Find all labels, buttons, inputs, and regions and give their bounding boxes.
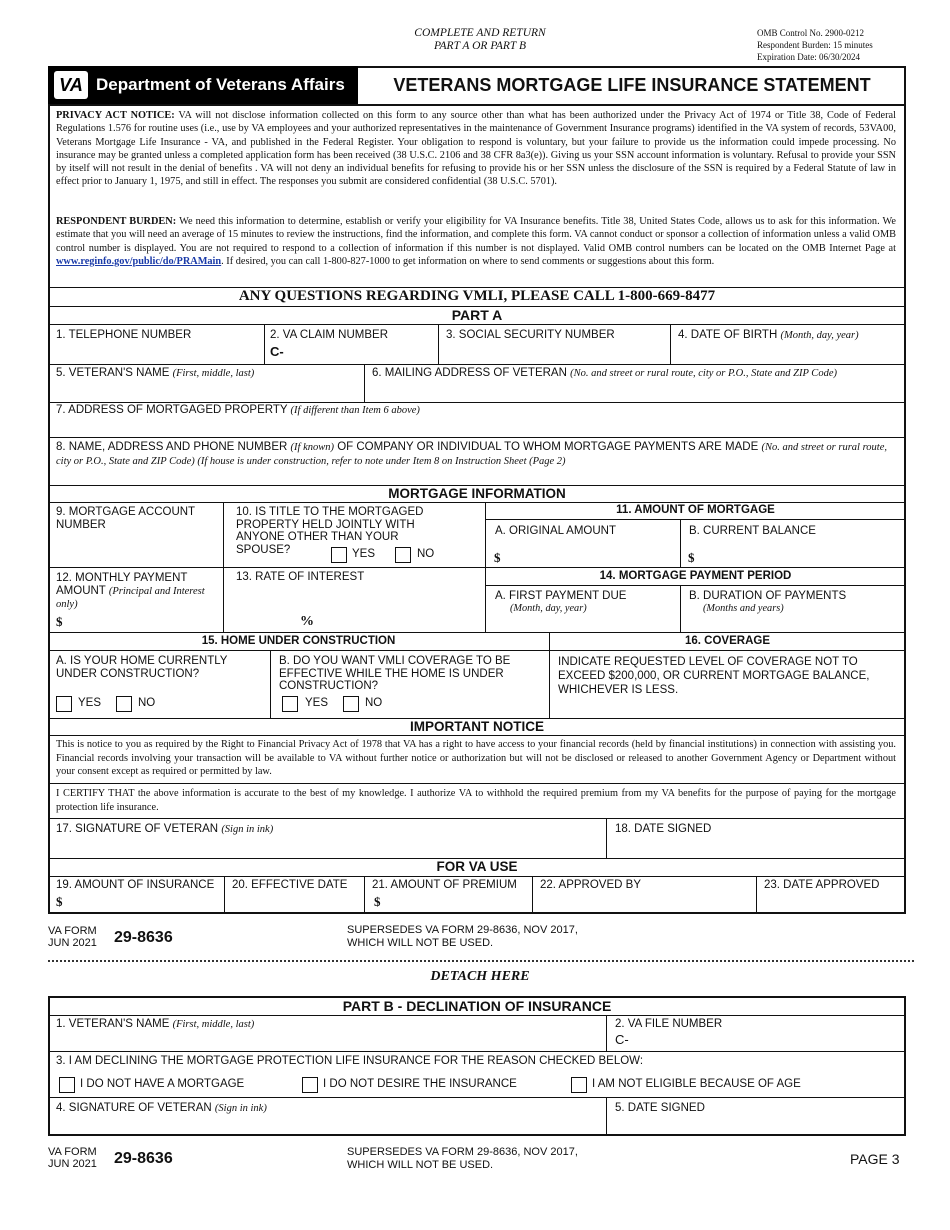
form-label-b: VA FORM	[48, 1146, 97, 1158]
joint-title-no-checkbox[interactable]	[395, 547, 411, 563]
va-seal-icon: VA	[54, 71, 88, 99]
omb-control-number: OMB Control No. 2900-0212	[757, 28, 865, 38]
return-instructions	[330, 27, 630, 53]
current-balance-field[interactable]	[701, 544, 901, 566]
form-number-b: 29-8636	[114, 1150, 173, 1167]
return-instruction-line2: PART A OR PART B	[433, 40, 527, 52]
part-b-date-signed-field[interactable]	[615, 1115, 901, 1133]
amount-of-premium-label: 21. AMOUNT OF PREMIUM	[372, 879, 517, 891]
respondent-burden-time: Respondent Burden: 15 minutes	[757, 40, 873, 50]
mortgage-payee-field[interactable]	[56, 468, 901, 484]
construction-b-yes-checkbox[interactable]	[282, 696, 298, 712]
effective-date-label: 20. EFFECTIVE DATE	[232, 879, 348, 891]
form-number: 29-8636	[114, 929, 173, 946]
veteran-signature-field[interactable]	[56, 836, 601, 856]
date-approved-label: 23. DATE APPROVED	[764, 879, 880, 891]
not-eligible-age-label: I AM NOT ELIGIBLE BECAUSE OF AGE	[592, 1078, 801, 1090]
monthly-payment-field[interactable]	[70, 608, 218, 630]
mortgage-payee-label: 8. NAME, ADDRESS AND PHONE NUMBER (If known) OF COMPANY OR INDIVIDUAL TO WHOM MORTGAGE PAYMENTS ARE MADE (No. and street or rural route, city or P.O., State and ZIP Code) (If house is under construction, refer to note under Item 8 on Instruction Sheet (Page 2)	[56, 441, 887, 467]
mailing-address-field[interactable]	[372, 380, 902, 400]
omb-info	[757, 27, 873, 63]
form-date-b: JUN 2021	[48, 1158, 97, 1170]
date-of-birth-label: 4. DATE OF BIRTH (Month, day, year)	[678, 329, 859, 341]
original-amount-field[interactable]	[507, 544, 677, 566]
expiration-date: Expiration Date: 06/30/2024	[757, 52, 860, 62]
mailing-address-label: 6. MAILING ADDRESS OF VETERAN (No. and street or rural route, city or P.O., State and ZIP Code)	[372, 367, 837, 379]
form-id-block-b	[48, 1146, 97, 1170]
original-amount-label: A. ORIGINAL AMOUNT	[495, 525, 616, 537]
veteran-name-label: 5. VETERAN'S NAME (First, middle, last)	[56, 367, 255, 379]
monthly-payment-dollar: $	[56, 614, 63, 629]
joint-title-label: 10. IS TITLE TO THE MORTGAGED PROPERTY HELD JOINTLY WITH ANYONE OTHER THAN YOUR SPOUSE?	[236, 506, 424, 556]
form-title: VETERANS MORTGAGE LIFE INSURANCE STATEMENT	[393, 74, 871, 95]
burden-lead: RESPONDENT BURDEN:	[56, 216, 177, 227]
certification-text: I CERTIFY THAT the above information is accurate to the best of my knowledge. I authorize VA to withhold the required premium from my VA benefits for the purpose of paying for the mortgage protection life insurance.	[56, 788, 896, 813]
va-file-prefix: C-	[615, 1032, 629, 1047]
home-under-construction-heading: 15. HOME UNDER CONSTRUCTION	[201, 635, 396, 647]
va-claim-number-field[interactable]	[290, 341, 435, 363]
duration-label: B. DURATION OF PAYMENTS	[689, 590, 847, 602]
coverage-text: INDICATE REQUESTED LEVEL OF COVERAGE NOT TO EXCEED $200,000, OR CURRENT MORTGAGE BALANCE, WHICHEVER IS LESS.	[558, 656, 870, 696]
current-balance-dollar: $	[688, 550, 695, 565]
joint-title-yes-label: YES	[352, 548, 376, 560]
burden-text: We need this information to determine, establish or verify your eligibility for VA Insurance benefits. Title 38, United States Code, allows us to ask for this information. We estimate that you will need an average of 15 minutes to review the instructions, find the information, and complete this form. VA cannot conduct or sponsor a collection of information unless a valid OMB control number is displayed. You are not required to respond to a collection of information if this number is not displayed. Valid OMB control numbers can be located on the OMB Internet Page at	[56, 216, 896, 254]
part-a-heading: PART A	[451, 307, 503, 323]
form-label: VA FORM	[48, 925, 97, 937]
supersedes-note-b: SUPERSEDES VA FORM 29-8636, NOV 2017, WHICH WILL NOT BE USED.	[347, 1146, 578, 1171]
important-notice-heading: IMPORTANT NOTICE	[410, 719, 544, 734]
joint-title-yes-checkbox[interactable]	[331, 547, 347, 563]
construction-a-yes-checkbox[interactable]	[56, 696, 72, 712]
va-file-number-field[interactable]	[635, 1031, 901, 1049]
va-claim-prefix: C-	[270, 344, 284, 359]
mortgage-account-field[interactable]	[56, 535, 218, 563]
original-amount-dollar: $	[494, 550, 501, 565]
ssn-field[interactable]	[446, 341, 666, 363]
mortgage-information-heading: MORTGAGE INFORMATION	[388, 486, 566, 501]
privacy-text: VA will not disclose information collected on this form to any source other than what has been authorized under the Privacy Act of 1974 or Title 38, Code of Federal Regulations 1.576 for routine uses (i.e., use by VA employees and your authorized representatives in the maintenance of Government Insurance programs) identified in the VA system of records, 53VA00, Veterans Mortgage Life Insurance - VA, and published in the Federal Register. Your obligation to respond is voluntary, but your failure to provide us the information could impede processing. No insurance may be granted unless a completed application form has been received (38 U.S.C. 2106 and 38 CFR 8a3(e)). Giving us your SSN account information is voluntary. Refusal to provide your SSN by itself will not result in the denial of benefits . VA will not deny an individual benefits for refusing to provide his or her SSN unless the disclosure of the SSN is required by a Federal Statute of law in effect prior to January 1, 1975, and still in effect. The responses you submit are considered confidential (38 U.S.C. 5701).	[56, 110, 896, 188]
privacy-act-notice	[56, 109, 896, 189]
amount-of-insurance-dollar: $	[56, 894, 63, 909]
ssn-label: 3. SOCIAL SECURITY NUMBER	[446, 329, 615, 341]
construction-b-no-label: NO	[365, 697, 383, 709]
rate-of-interest-field[interactable]	[236, 590, 296, 626]
part-b-signature-label: 4. SIGNATURE OF VETERAN (Sign in ink)	[56, 1102, 267, 1114]
duration-field[interactable]	[689, 616, 901, 630]
first-payment-due-label: A. FIRST PAYMENT DUE	[495, 590, 627, 602]
page-number: PAGE 3	[850, 1151, 900, 1167]
va-file-number-label: 2. VA FILE NUMBER	[615, 1018, 723, 1030]
questions-banner: ANY QUESTIONS REGARDING VMLI, PLEASE CALL 1-800-669-8477	[238, 288, 716, 304]
mortgaged-property-field[interactable]	[56, 417, 901, 435]
respondent-burden-notice	[56, 215, 896, 268]
first-payment-due-field[interactable]	[495, 616, 677, 630]
construction-b-no-checkbox[interactable]	[343, 696, 359, 712]
omb-link[interactable]: www.reginfo.gov/public/do/PRAMain	[56, 255, 222, 267]
part-b-veteran-name-field[interactable]	[56, 1031, 601, 1049]
part-b-signature-field[interactable]	[56, 1115, 601, 1133]
no-mortgage-label: I DO NOT HAVE A MORTGAGE	[80, 1078, 245, 1090]
construction-a-label: A. IS YOUR HOME CURRENTLY UNDER CONSTRUCTION?	[56, 655, 228, 680]
part-b-heading: PART B - DECLINATION OF INSURANCE	[342, 998, 612, 1014]
not-desire-label: I DO NOT DESIRE THE INSURANCE	[323, 1078, 517, 1090]
coverage-field[interactable]	[558, 696, 901, 716]
burden-text-after: . If desired, you can call 1-800-827-1000 to get information on where to send comments or suggestions about this form.	[221, 255, 715, 267]
not-desire-checkbox[interactable]	[302, 1077, 318, 1093]
duration-hint: (Months and years)	[703, 603, 784, 614]
construction-b-label: B. DO YOU WANT VMLI COVERAGE TO BE EFFECTIVE WHILE THE HOME IS UNDER CONSTRUCTION?	[279, 655, 511, 692]
important-notice-text: This is notice to you as required by the Right to Financial Privacy Act of 1978 that VA has a right to have access to your financial records (held by financial institutions) in connection with assisting you. Financial records involving your transaction will be available to VA without further notice or authorization but will not be disclosed or released to another Government Agency or Department without your consent except as required or permitted by law.	[56, 739, 896, 778]
date-signed-field[interactable]	[615, 836, 901, 856]
va-claim-number-label: 2. VA CLAIM NUMBER	[270, 329, 389, 341]
divider	[48, 324, 906, 325]
supersedes-note: SUPERSEDES VA FORM 29-8636, NOV 2017, WHICH WILL NOT BE USED.	[347, 924, 578, 949]
form-id-block	[48, 925, 97, 949]
amount-of-insurance-label: 19. AMOUNT OF INSURANCE	[56, 879, 215, 891]
construction-a-no-label: NO	[138, 697, 156, 709]
for-va-use-heading: FOR VA USE	[436, 859, 518, 874]
mortgage-account-label: 9. MORTGAGE ACCOUNT NUMBER	[56, 506, 195, 531]
no-mortgage-checkbox[interactable]	[59, 1077, 75, 1093]
part-b-veteran-name-label: 1. VETERAN'S NAME (First, middle, last)	[56, 1018, 255, 1030]
construction-b-yes-label: YES	[305, 697, 329, 709]
date-signed-label: 18. DATE SIGNED	[615, 823, 712, 835]
veteran-signature-label: 17. SIGNATURE OF VETERAN (Sign in ink)	[56, 823, 274, 835]
part-b-date-signed-label: 5. DATE SIGNED	[615, 1102, 705, 1114]
amount-of-mortgage-heading: 11. AMOUNT OF MORTGAGE	[616, 504, 775, 516]
form-date: JUN 2021	[48, 937, 97, 949]
declining-reason-label: 3. I AM DECLINING THE MORTGAGE PROTECTION LIFE INSURANCE FOR THE REASON CHECKED BELOW:	[56, 1055, 644, 1067]
va-logo	[48, 66, 358, 104]
return-instruction-line1: COMPLETE AND RETURN	[414, 27, 546, 39]
telephone-number-field[interactable]	[56, 341, 261, 363]
construction-a-no-checkbox[interactable]	[116, 696, 132, 712]
telephone-number-label: 1. TELEPHONE NUMBER	[56, 329, 192, 341]
construction-a-yes-label: YES	[78, 697, 102, 709]
monthly-payment-label: 12. MONTHLY PAYMENT AMOUNT (Principal and Interest only)	[56, 572, 205, 610]
rate-of-interest-label: 13. RATE OF INTEREST	[236, 571, 365, 583]
veteran-name-field[interactable]	[56, 380, 361, 400]
joint-title-no-label: NO	[417, 548, 435, 560]
detach-line	[48, 960, 914, 962]
not-eligible-age-checkbox[interactable]	[571, 1077, 587, 1093]
date-of-birth-field[interactable]	[678, 341, 900, 363]
divider	[48, 104, 906, 106]
mortgaged-property-label: 7. ADDRESS OF MORTGAGED PROPERTY (If different than Item 6 above)	[56, 404, 420, 416]
approved-by-label: 22. APPROVED BY	[540, 879, 641, 891]
privacy-lead: PRIVACY ACT NOTICE:	[56, 110, 175, 121]
payment-period-heading: 14. MORTGAGE PAYMENT PERIOD	[599, 570, 792, 582]
first-payment-due-hint: (Month, day, year)	[510, 603, 587, 614]
current-balance-label: B. CURRENT BALANCE	[689, 525, 816, 537]
detach-here: DETACH HERE	[430, 969, 530, 984]
amount-of-premium-dollar: $	[374, 894, 381, 909]
agency-name: Department of Veterans Affairs	[96, 75, 345, 94]
coverage-heading: 16. COVERAGE	[685, 635, 770, 647]
rate-percent-sign: %	[300, 614, 314, 629]
